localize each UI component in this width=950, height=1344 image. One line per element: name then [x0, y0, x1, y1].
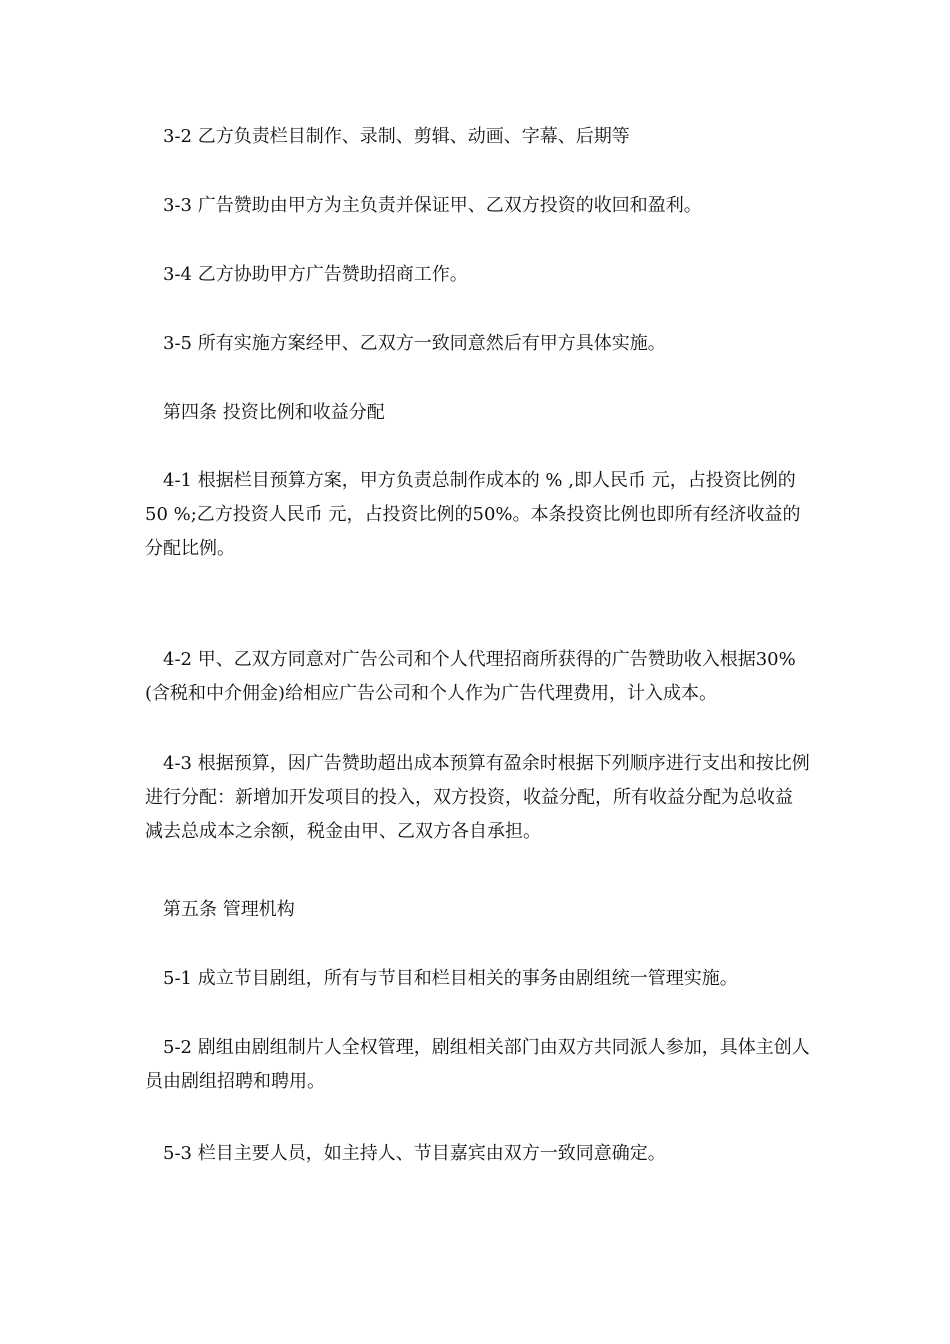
clause-3-5: 3-5 所有实施方案经甲、乙双方一致同意然后有甲方具体实施。	[163, 333, 666, 354]
clause-5-3: 5-3 栏目主要人员，如主持人、节目嘉宾由双方一致同意确定。	[163, 1143, 666, 1164]
clause-3-2: 3-2 乙方负责栏目制作、录制、剪辑、动画、字幕、后期等	[163, 126, 630, 147]
clause-4-3: 4-3 根据预算，因广告赞助超出成本预算有盈余时根据下列顺序进行支出和按比例进行分配：新增加开发项目的投入，双方投资，收益分配，所有收益分配为总收益减去总成本之余额，税金由甲、乙双方各自承担。	[145, 753, 810, 842]
clause-4-1: 4-1 根据栏目预算方案，甲方负责总制作成本的 % ,即人民币 元，占投资比例的 50 %;乙方投资人民币 元，占投资比例的50%。本条投资比例也即所有经济收益的分配比例。	[145, 470, 801, 559]
article-4-heading: 第四条 投资比例和收益分配	[163, 402, 385, 423]
clause-3-3: 3-3 广告赞助由甲方为主负责并保证甲、乙双方投资的收回和盈利。	[163, 195, 702, 216]
clause-5-2: 5-2 剧组由剧组制片人全权管理，剧组相关部门由双方共同派人参加，具体主创人员由剧组招聘和聘用。	[145, 1037, 810, 1092]
clause-3-4: 3-4 乙方协助甲方广告赞助招商工作。	[163, 264, 468, 285]
clause-5-1: 5-1 成立节目剧组，所有与节目和栏目相关的事务由剧组统一管理实施。	[163, 968, 738, 989]
clause-4-2: 4-2 甲、乙双方同意对广告公司和个人代理招商所获得的广告赞助收入根据30%(含税和中介佣金)给相应广告公司和个人作为广告代理费用，计入成本。	[145, 649, 796, 704]
article-5-heading: 第五条 管理机构	[163, 899, 295, 920]
